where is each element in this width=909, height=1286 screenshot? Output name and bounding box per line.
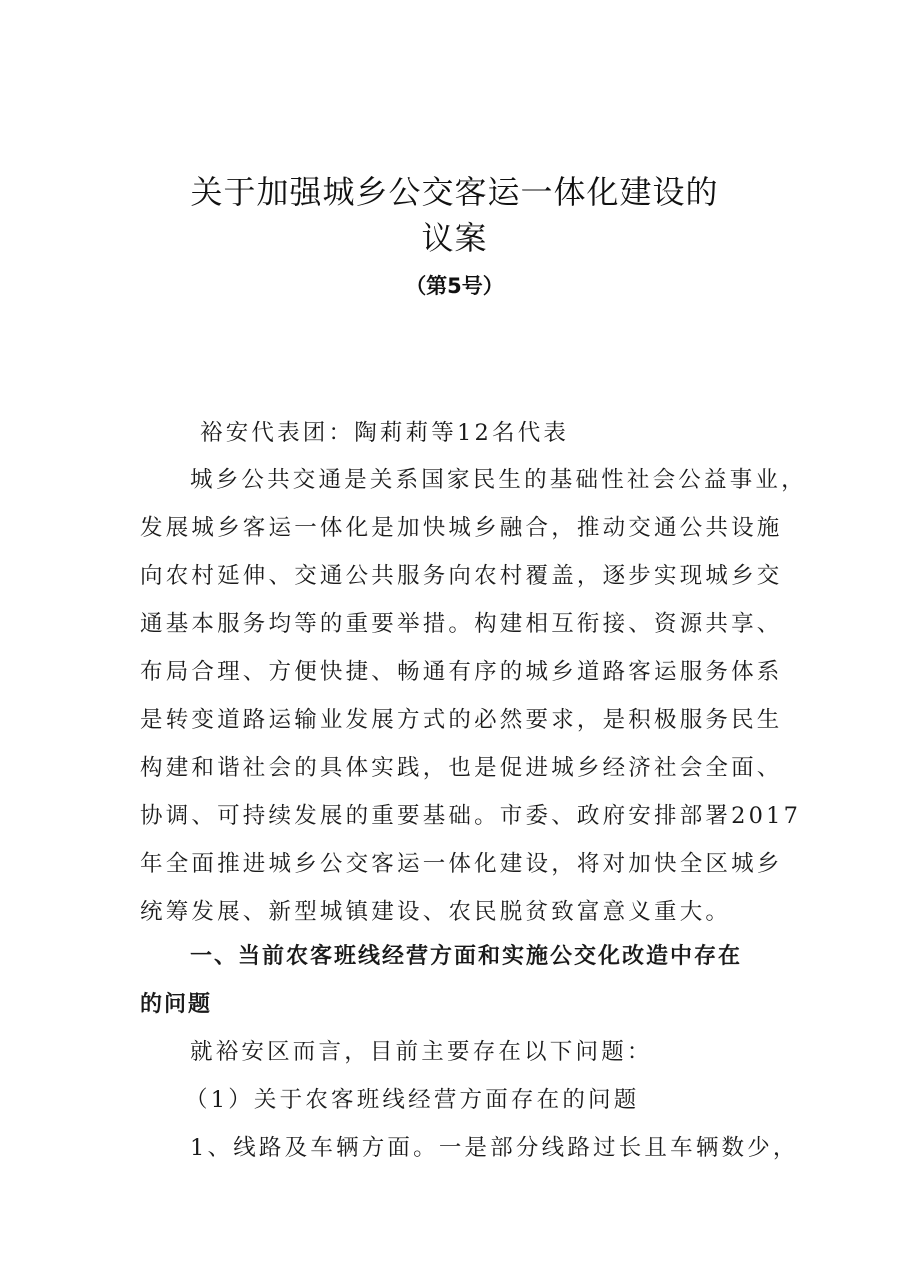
list-item: 1、线路及车辆方面。一是部分线路过长且车辆数少， (190, 1135, 799, 1161)
paragraph-line: 城乡公共交通是关系国家民生的基础性社会公益事业， (190, 467, 807, 493)
document-title-line-1: 关于加强城乡公交客运一体化建设的 (190, 173, 719, 211)
section-heading-line-2: 的问题 (140, 992, 213, 1017)
section-intro: 就裕安区而言，目前主要存在以下问题： (190, 1039, 653, 1065)
paragraph-line: 年全面推进城乡公交客运一体化建设，将对加快全区城乡 (140, 851, 783, 877)
paragraph-line: 向农村延伸、交通公共服务向农村覆盖，逐步实现城乡交 (140, 563, 783, 589)
document-title-line-2: 议案 (421, 219, 488, 257)
paragraph-line: 是转变道路运输业发展方式的必然要求，是积极服务民生 (140, 707, 783, 733)
delegation-line: 裕安代表团：陶莉莉等12名代表 (200, 420, 570, 446)
paragraph-line: 统筹发展、新型城镇建设、农民脱贫致富意义重大。 (140, 899, 732, 925)
paragraph-line: 通基本服务均等的重要举措。构建相互衔接、资源共享、 (140, 611, 783, 637)
paragraph-line: 发展城乡客运一体化是加快城乡融合，推动交通公共设施 (140, 515, 783, 541)
paragraph-line: 构建和谐社会的具体实践，也是促进城乡经济社会全面、 (140, 755, 783, 781)
proposal-number: （第5号） (405, 274, 504, 298)
paragraph-line: 布局合理、方便快捷、畅通有序的城乡道路客运服务体系 (140, 659, 783, 685)
subsection-heading: （1）关于农客班线经营方面存在的问题 (185, 1087, 640, 1113)
section-heading-line-1: 一、当前农客班线经营方面和实施公交化改造中存在 (190, 944, 743, 969)
paragraph-line: 协调、可持续发展的重要基础。市委、政府安排部署2017 (140, 803, 802, 829)
